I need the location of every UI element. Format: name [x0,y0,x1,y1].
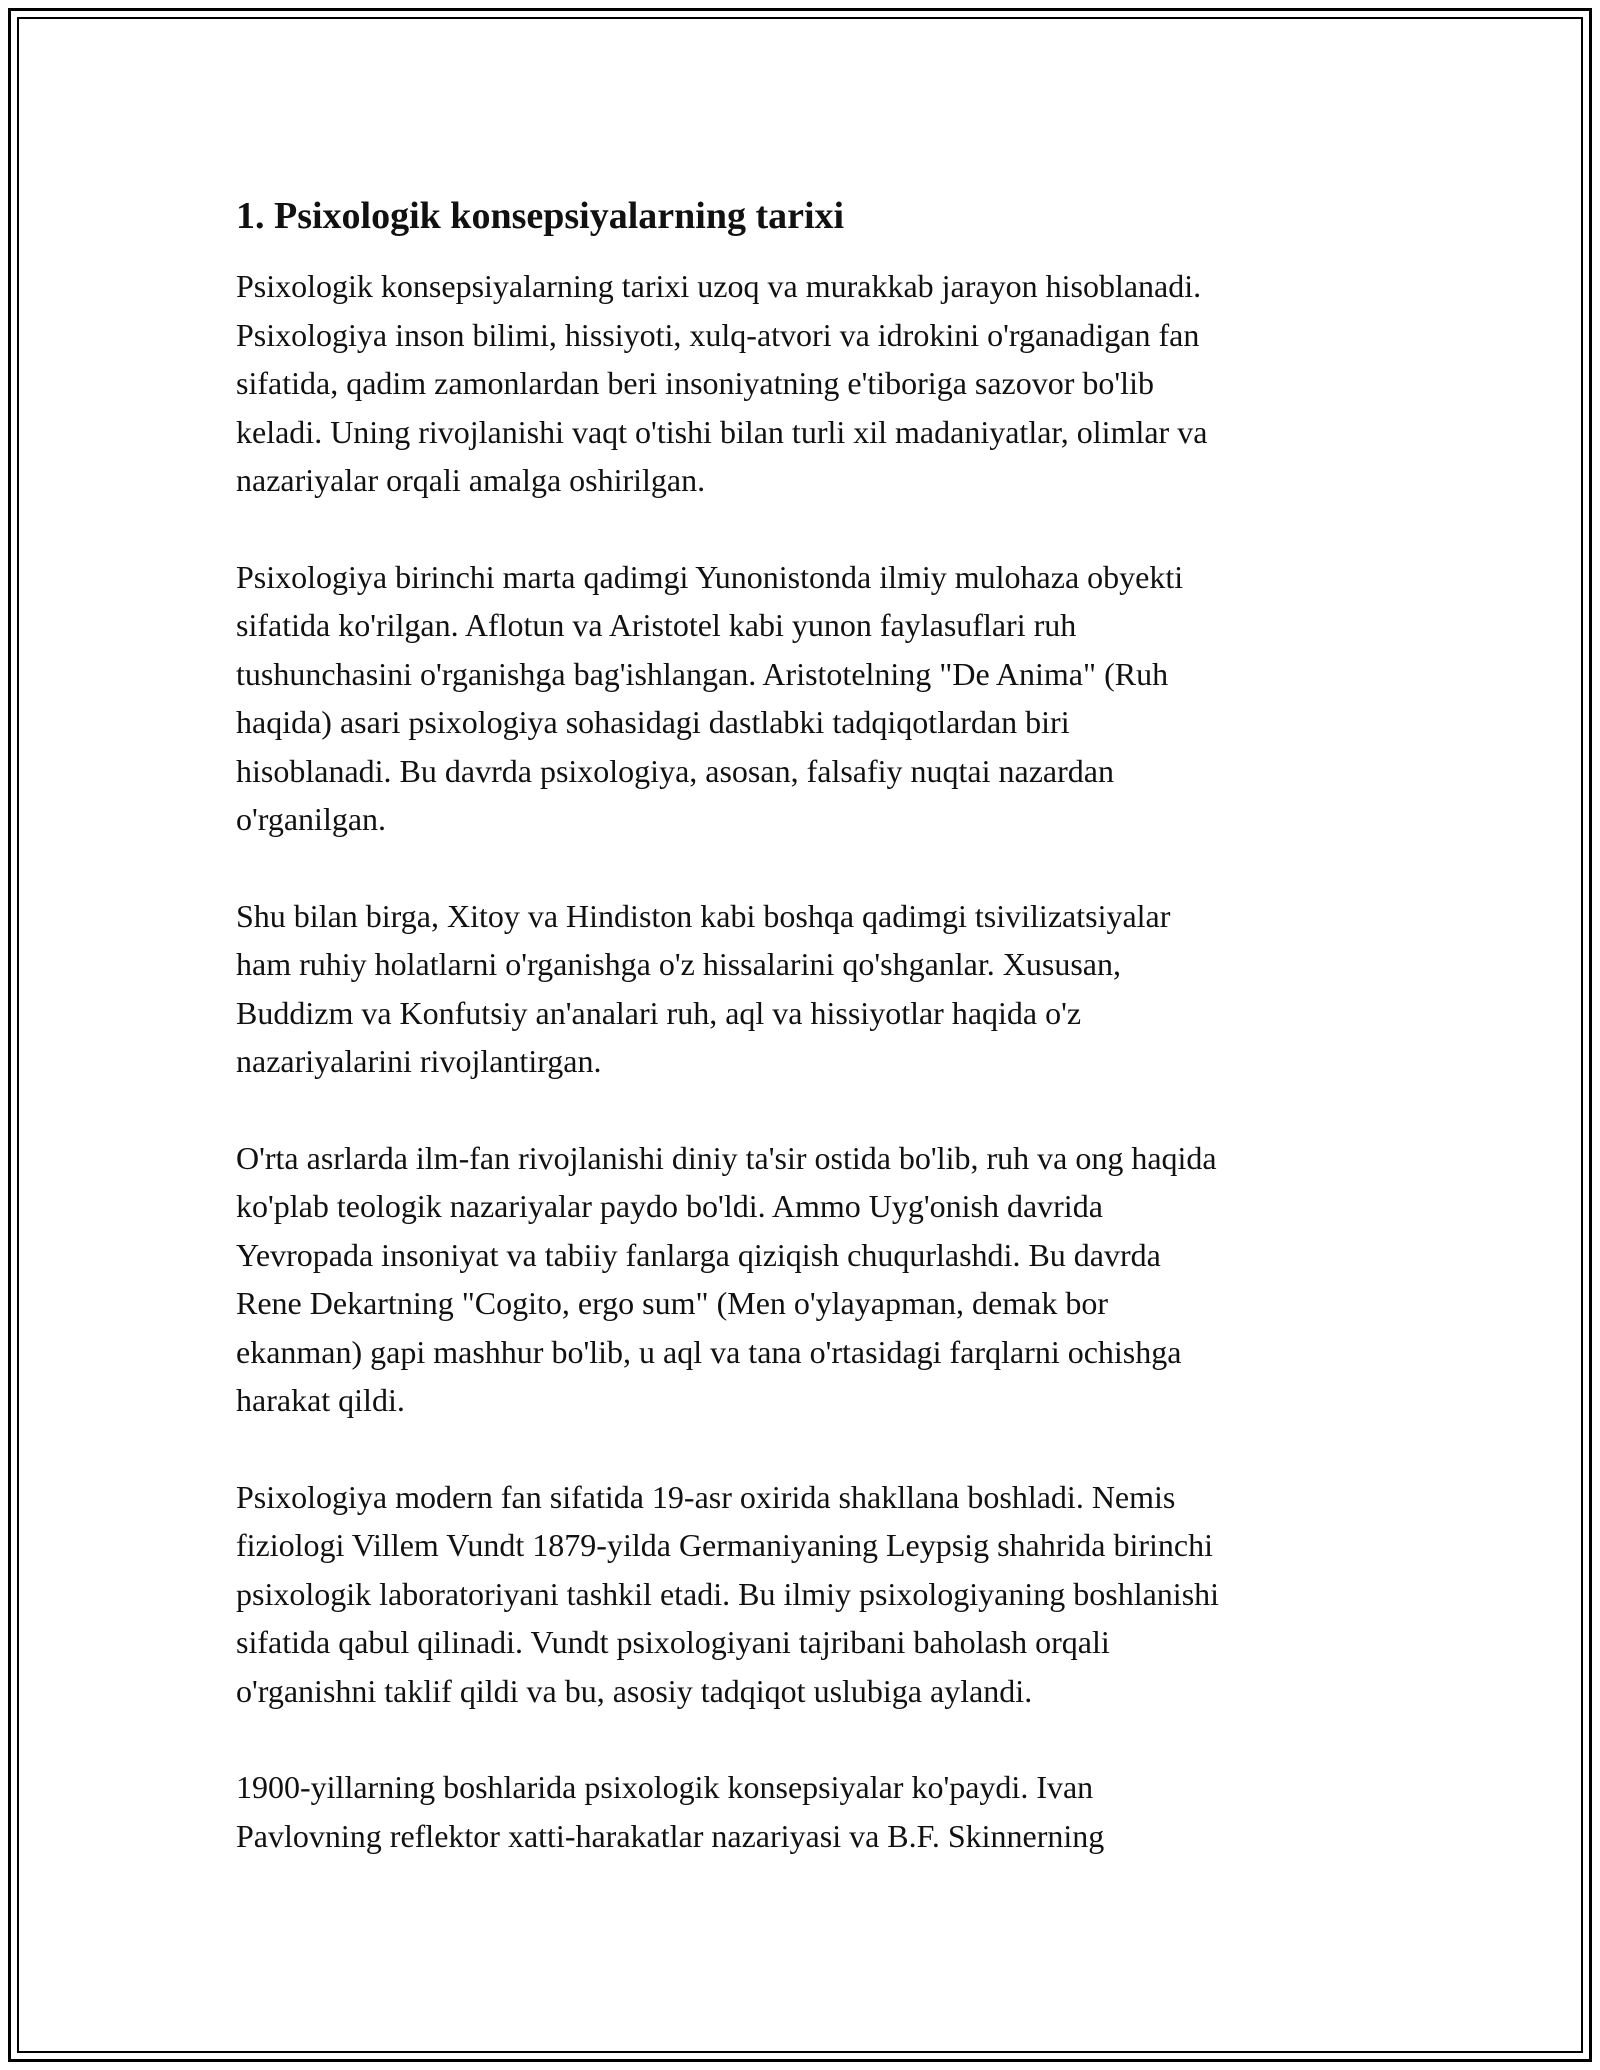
paragraph-line: o'rganishni taklif qildi va bu, asosiy tadqiqot uslubiga aylandi. [236,1672,1033,1709]
section-heading: 1. Psixologik konsepsiyalarning tarixi [236,195,845,237]
paragraph-line: Psixologiya birinchi marta qadimgi Yunonistonda ilmiy mulohaza obyekti [236,558,1184,595]
paragraph-line: nazariyalarini rivojlantirgan. [236,1043,602,1079]
paragraph-line: sifatida qabul qilinadi. Vundt psixologiyani tajribani baholash orqali [236,1624,1110,1660]
paragraph-line: keladi. Uning rivojlanishi vaqt o'tishi bilan turli xil madaniyatlar, olimlar va [236,413,1208,450]
paragraph-line: haqida) asari psixologiya sohasidagi dastlabki tadqiqotlardan biri [236,704,1070,740]
paragraph-line: harakat qildi. [236,1382,405,1418]
paragraph-line: Yevropada insoniyat va tabiiy fanlarga qiziqish chuqurlashdi. Bu davrda [236,1236,1161,1273]
paragraph-line: sifatida ko'rilgan. Aflotun va Aristotel kabi yunon faylasuflari ruh [236,607,1077,643]
paragraph-3 [236,892,1386,1086]
document-body [236,190,1386,1908]
paragraph-line: Buddizm va Konfutsiy an'analari ruh, aql va hissiyotlar haqida o'z [236,994,1082,1031]
paragraph-1 [236,262,1386,505]
paragraph-6 [236,1763,1386,1860]
paragraph-line: nazariyalar orqali amalga oshirilgan. [236,462,706,498]
paragraph-line: ham ruhiy holatlarni o'rganishga o'z hissalarini qo'shganlar. Xususan, [236,946,1121,982]
paragraph-line: Psixologiya modern fan sifatida 19-asr oxirida shakllana boshladi. Nemis [236,1478,1176,1515]
paragraph-line: Shu bilan birga, Xitoy va Hindiston kabi boshqa qadimgi tsivilizatsiyalar [236,897,1171,934]
paragraph-line: Pavlovning reflektor xatti-harakatlar nazariyasi va B.F. Skinnerning [236,1817,1105,1854]
paragraph-line: Rene Dekartning "Cogito, ergo sum" (Men o'ylayapman, demak bor [236,1285,1108,1321]
paragraph-2 [236,553,1386,844]
paragraph-4 [236,1134,1386,1425]
paragraph-line: O'rta asrlarda ilm-fan rivojlanishi diniy ta'sir ostida bo'lib, ruh va ong haqida [236,1139,1217,1176]
paragraph-5 [236,1473,1386,1716]
paragraph-line: ko'plab teologik nazariyalar paydo bo'ldi. Ammo Uyg'onish davrida [236,1188,1103,1224]
paragraph-line: Psixologik konsepsiyalarning tarixi uzoq va murakkab jarayon hisoblanadi. [236,268,1202,304]
paragraph-line: ekanman) gapi mashhur bo'lib, u aql va tana o'rtasidagi farqlarni ochishga [236,1333,1182,1370]
paragraph-line: psixologik laboratoriyani tashkil etadi. Bu ilmiy psixologiyaning boshlanishi [236,1575,1220,1612]
paragraph-line: 1900-yillarning boshlarida psixologik konsepsiyalar ko'paydi. Ivan [236,1769,1094,1805]
paragraph-line: Psixologiya inson bilimi, hissiyoti, xulq-atvori va idrokini o'rganadigan fan [236,316,1200,353]
paragraph-line: hisoblanadi. Bu davrda psixologiya, asosan, falsafiy nuqtai nazardan [236,752,1114,789]
paragraph-line: fiziologi Villem Vundt 1879-yilda Germaniyaning Leypsig shahrida birinchi [236,1527,1214,1563]
paragraph-line: o'rganilgan. [236,801,387,837]
paragraph-line: tushunchasini o'rganishga bag'ishlangan. Aristotelning "De Anima" (Ruh [236,655,1169,692]
paragraph-line: sifatida, qadim zamonlardan beri insoniyatning e'tiboriga sazovor bo'lib [236,365,1154,401]
